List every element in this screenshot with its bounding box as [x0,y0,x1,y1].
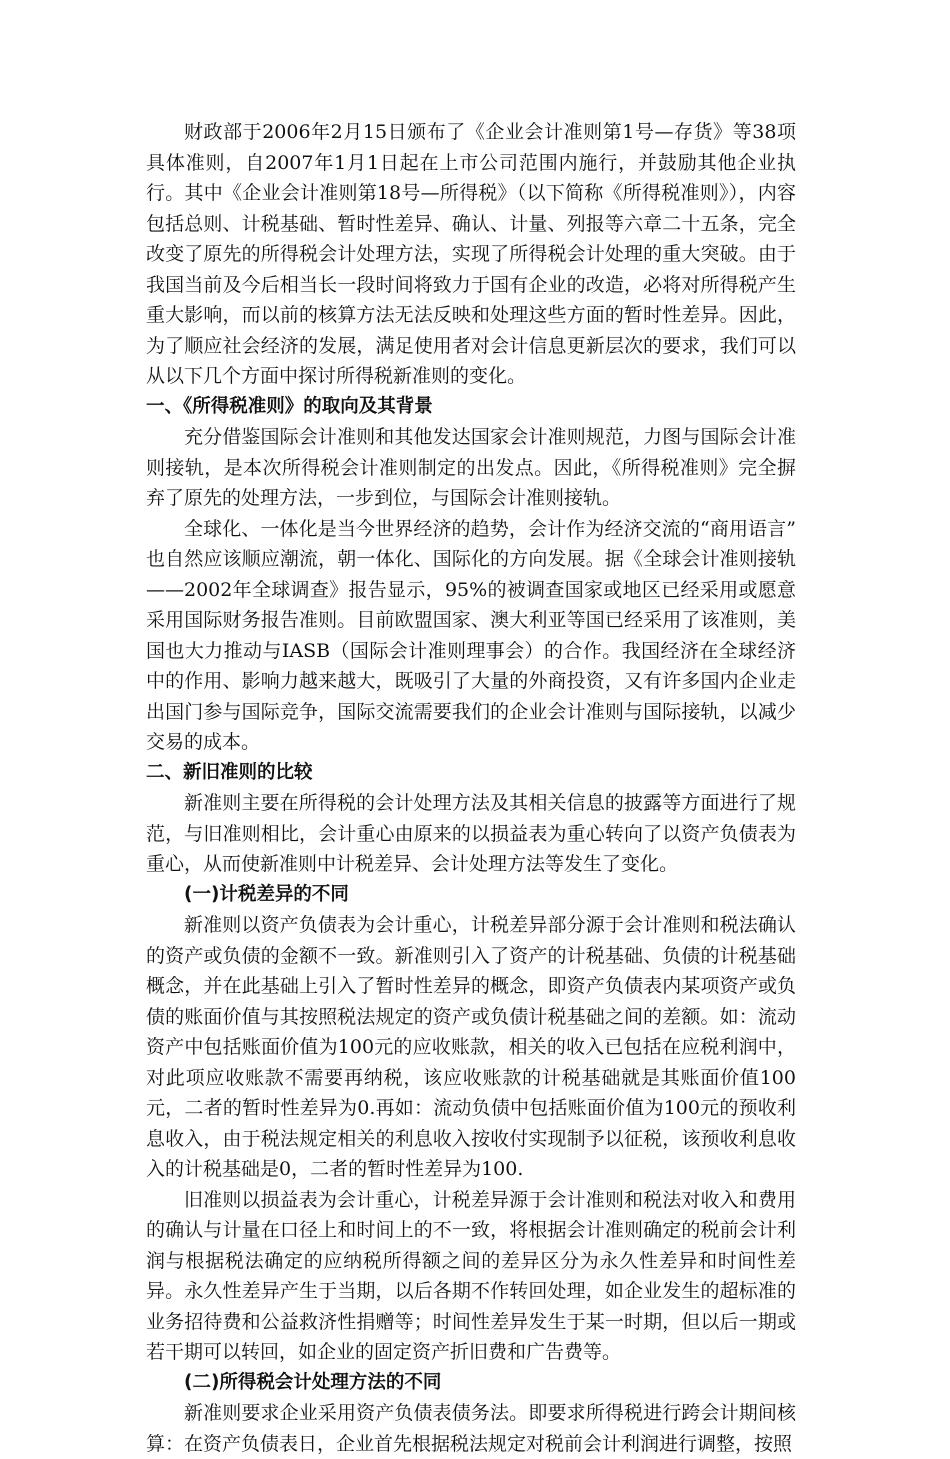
section-2-paragraph-1: 新准则主要在所得税的会计处理方法及其相关信息的披露等方面进行了规范，与旧准则相比，会计重心由原来的以损益表为重心转向了以资产负债表为重心，从而使新准则中计税差异、会计处理方法等发生了变化。 [146,792,796,875]
subsection-heading-2: (二)所得税会计处理方法的不同 [184,1371,442,1393]
subsection-heading-1: (一)计税差异的不同 [184,883,349,905]
section-heading-1: 一、《所得税准则》的取向及其背景 [146,395,433,417]
subsection-1-paragraph-1: 新准则以资产负债表为会计重心，计税差异部分源于会计准则和税法确认的资产或负债的金额不一致。新准则引入了资产的计税基础、负债的计税基础概念，并在此基础上引入了暂时性差异的概念，即资产负债表内某项资产或负债的账面价值与其按照税法规定的资产或负债计税基础之间的差额。如：流动资产中包括账面价值为100元的应收账款，相关的收入已包括在应税利润中，对此项应收账款不需要再纳税，该应收账款的计税基础就是其账面价值100元，二者的暂时性差异为0.再如：流动负债中包括账面价值为100元的预收利息收入，由于税法规定相关的利息收入按收付实现制予以征税，该预收利息收入的计税基础是0，二者的暂时性差异为100. [146,914,796,1180]
section-1-paragraph-1: 充分借鉴国际会计准则和其他发达国家会计准则规范，力图与国际会计准则接轨，是本次所得税会计准则制定的出发点。因此，《所得税准则》完全摒弃了原先的处理方法，一步到位，与国际会计准则接轨。 [146,426,796,509]
intro-paragraph: 财政部于2006年2月15日颁布了《企业会计准则第1号—存货》等38项具体准则，自2007年1月1日起在上市公司范围内施行，并鼓励其他企业执行。其中《企业会计准则第18号—所得税》（以下简称《所得税准则》），内容包括总则、计税基础、暂时性差异、确认、计量、列报等六章二十五条，完全改变了原先的所得税会计处理方法，实现了所得税会计处理的重大突破。由于我国当前及今后相当长一段时间将致力于国有企业的改造，必将对所得税产生重大影响，而以前的核算方法无法反映和处理这些方面的暂时性差异。因此，为了顺应社会经济的发展，满足使用者对会计信息更新层次的要求，我们可以从以下几个方面中探讨所得税新准则的变化。 [146,121,796,387]
section-heading-2: 二、新旧准则的比较 [146,761,313,783]
document-body [146,117,796,1459]
section-1-paragraph-2: 全球化、一体化是当今世界经济的趋势，会计作为经济交流的“商用语言” 也自然应该顺应潮流，朝一体化、国际化的方向发展。据《全球会计准则接轨——2002年全球调查》报告显示，95%的被调查国家或地区已经采用或愿意采用国际财务报告准则。目前欧盟国家、澳大利亚等国已经采用了该准则，美国也大力推动与IASB（国际会计准则理事会）的合作。我国经济在全球经济中的作用、影响力越来越大，既吸引了大量的外商投资，又有许多国内企业走出国门参与国际竞争，国际交流需要我们的企业会计准则与国际接轨，以减少交易的成本。 [146,517,796,753]
subsection-1-paragraph-2: 旧准则以损益表为会计重心，计税差异源于会计准则和税法对收入和费用的确认与计量在口径上和时间上的不一致，将根据会计准则确定的税前会计利润与根据税法确定的应纳税所得额之间的差异区分为永久性差异和时间性差异。永久性差异产生于当期，以后各期不作转回处理，如企业发生的超标准的业务招待费和公益救济性捐赠等；时间性差异发生于某一时期，但以后一期或若干期可以转回，如企业的固定资产折旧费和广告费等。 [146,1188,796,1363]
subsection-2-paragraph-1: 新准则要求企业采用资产负债表债务法。即要求所得税进行跨会计期间核算：在资产负债表日，企业首先根据税法规定对税前会计利润进行调整，按照 [146,1402,796,1455]
